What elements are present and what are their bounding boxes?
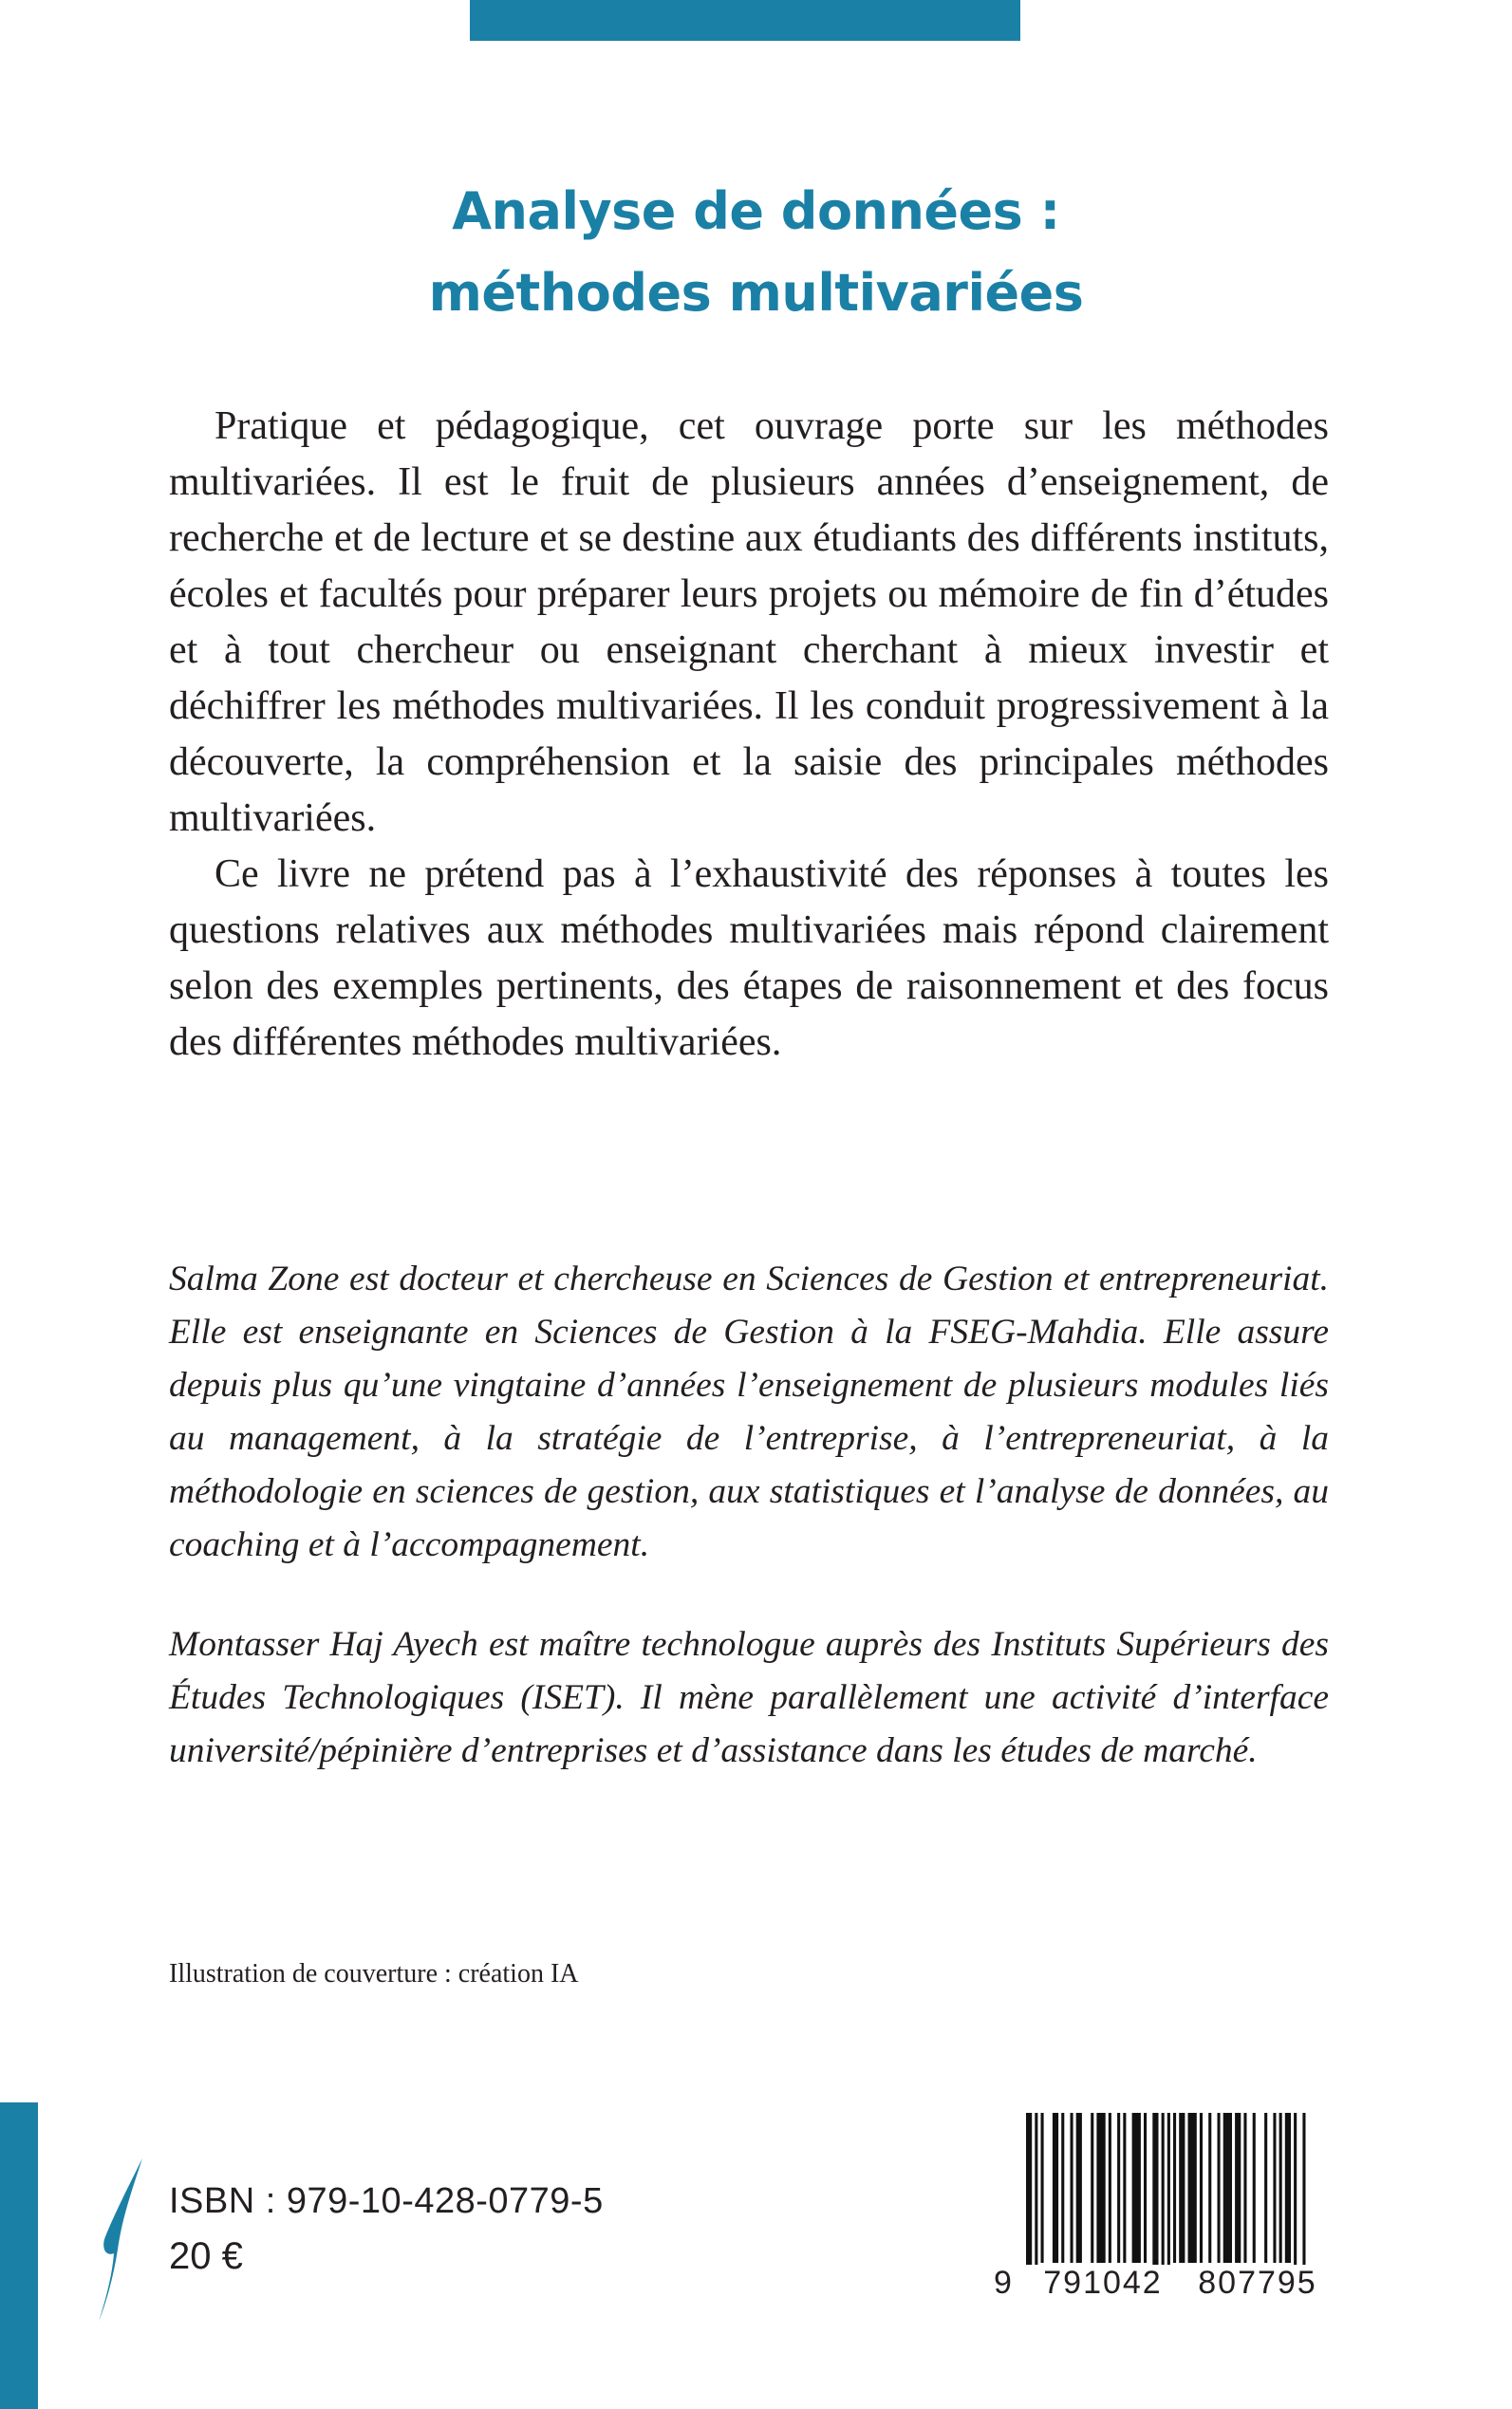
barcode-bar <box>1091 2113 1093 2263</box>
barcode-bar <box>1026 2113 1032 2265</box>
illustration-credit: Illustration de couverture : création IA <box>169 1959 579 1989</box>
barcode-bar <box>1173 2113 1176 2263</box>
author-bio-montasser-haj-ayech <box>169 1618 1329 1778</box>
description-paragraph-1: Pratique et pédagogique, cet ouvrage porte sur les méthodes multivariées. Il est le fruit de plusieurs années d’enseignement, de recherche et de lecture et se destine aux étudiants des différents instituts, écoles et facultés pour préparer leurs projets ou mémoire de fin d’études et à tout chercheur ou enseignant cherchant à mieux investir et déchiffrer les méthodes multivariées. Il les conduit progressivement à la découverte, la compréhension et la saisie des principales méthodes multivariées. <box>169 404 1329 840</box>
title-line-1: Analyse de données : <box>452 181 1060 241</box>
barcode-bar <box>1096 2113 1105 2263</box>
barcode-bar <box>1208 2113 1211 2263</box>
barcode-bar <box>1132 2113 1141 2263</box>
barcode-bar <box>1109 2113 1111 2263</box>
barcode-bar <box>1223 2113 1232 2263</box>
barcode-first-digit: 9 <box>994 2265 1012 2301</box>
book-title <box>0 171 1512 334</box>
barcode-bar <box>1235 2113 1241 2263</box>
feather-quill-icon <box>93 2155 150 2325</box>
isbn-number: ISBN : 979-10-428-0779-5 <box>169 2181 604 2221</box>
barcode-bar <box>1061 2113 1064 2263</box>
author-bio-1-text: Salma Zone est docteur et chercheuse en Sciences de Gestion et entrepreneuriat. Elle est enseignante en Sciences de Gestion à la FSEG-Mahdia. Elle assure depuis plus qu’une vingtaine d’années l’enseignement de plusieurs modules liés au management, à la stratégie de l’entreprise, à l’entrepreneuriat, à la méthodologie en sciences de gestion, aux statistiques et l’analyse de données, au coaching et à l’accompagnement. <box>169 1260 1329 1564</box>
barcode-bar <box>1167 2113 1170 2265</box>
barcode-bar <box>1302 2113 1305 2265</box>
barcode-bar <box>1264 2113 1267 2263</box>
barcode-bar <box>1243 2113 1246 2263</box>
barcode-bar <box>1253 2113 1256 2263</box>
book-description <box>169 399 1329 1071</box>
barcode-bar <box>1179 2113 1185 2263</box>
barcode-bar <box>1076 2113 1082 2263</box>
book-price: 20 € <box>169 2235 243 2277</box>
barcode-bar <box>1188 2113 1197 2263</box>
side-accent-bar <box>0 2102 38 2409</box>
barcode-bar <box>1162 2113 1165 2265</box>
author-bio-2-text: Montasser Haj Ayech est maître technologue auprès des Instituts Supérieurs des Études Technologiques (ISET). Il mène parallèlement une activité d’interface université/pépinière d’entreprises et d’assistance dans les études de marché. <box>169 1625 1329 1770</box>
barcode-left-group: 791042 <box>1043 2265 1163 2301</box>
ean-barcode <box>994 2113 1338 2320</box>
barcode-bar <box>1041 2113 1044 2263</box>
barcode-bar <box>1285 2113 1291 2263</box>
barcode-bar <box>1123 2113 1126 2263</box>
barcode-bar <box>1071 2113 1073 2263</box>
author-bio-salma-zone <box>169 1253 1329 1572</box>
barcode-bar <box>1273 2113 1276 2263</box>
barcode-bar <box>1144 2113 1147 2263</box>
barcode-bar <box>1035 2113 1037 2265</box>
barcode-digits <box>994 2265 1338 2310</box>
barcode-bar <box>1117 2113 1120 2263</box>
barcode-bar <box>1294 2113 1297 2265</box>
barcode-bar <box>1152 2113 1158 2265</box>
barcode-bar <box>1218 2113 1221 2263</box>
barcode-bars <box>994 2113 1338 2265</box>
top-accent-bar <box>470 0 1020 41</box>
barcode-bar <box>1053 2113 1058 2263</box>
title-line-2: méthodes multivariées <box>428 263 1084 323</box>
barcode-right-group: 807795 <box>1198 2265 1317 2301</box>
description-paragraph-2: Ce livre ne prétend pas à l’exhaustivité des réponses à toutes les questions relatives aux méthodes multivariées mais répond clairement selon des exemples pertinents, des étapes de raisonnement et des focus des différentes méthodes multivariées. <box>169 852 1329 1064</box>
barcode-bar <box>1200 2113 1203 2263</box>
barcode-bar <box>1279 2113 1282 2263</box>
